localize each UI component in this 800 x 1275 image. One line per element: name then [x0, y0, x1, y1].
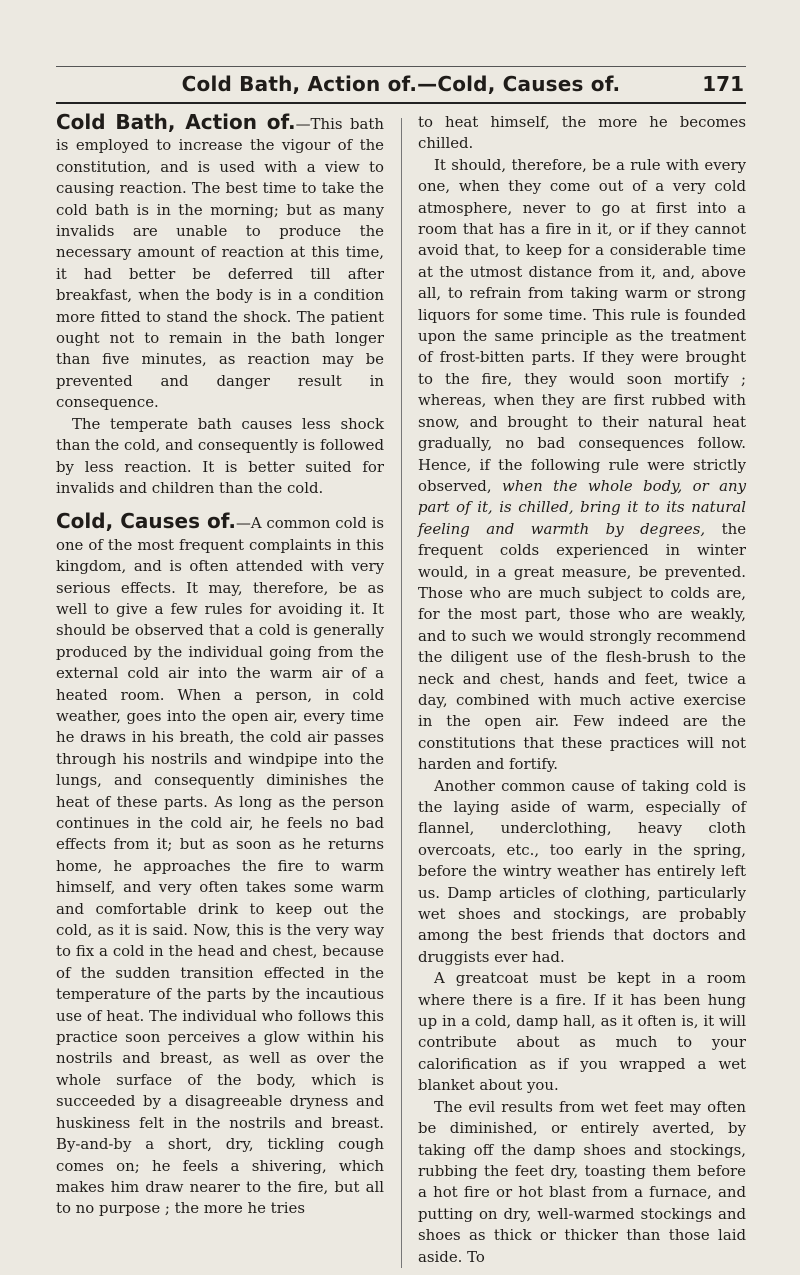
paragraph-wet-feet: The evil results from wet feet may often be diminished, or entirely averted, by taking off the damp shoes and stockings, rubbing the feet dry, toasting them before a hot fire or hot blast from a furnace, and putting on dry, well-warmed stockings and shoes as thick or thicker than those laid aside. To [418, 1097, 746, 1266]
paragraph-continued: to heat himself, the more he becomes chilled. [418, 113, 746, 153]
entry-heading-cold-bath: Cold Bath, Action of. [56, 110, 296, 134]
running-head [56, 72, 746, 98]
top-rule [56, 66, 746, 67]
rule-italic-text: when the whole body, or any part of it, is chilled, bring it to its natural feeling and warmth by degrees, [418, 476, 747, 538]
entry-text-cold-bath: —This bath is employed to increase the vigour of the constitution, and is used with a view to causing reaction. The best time to take the cold bath is in the morning; but as many invalids are unable to produce the necessary amount of reaction at this time, it had better be deferred till after breakfast, when the body is in a condition more fitted to stand the shock. The patient ought not to remain in the bath longer than five minutes, as reaction may be prevented and danger result in consequence. [56, 115, 384, 412]
entry-text-cold-causes: —A common cold is one of the most frequent complaints in this kingdom, and is often attended with very serious effects. It may, therefore, be as well to give a few rules for avoiding it. It should be observed that a cold is generally produced by the individual going from the external cold air into the warm air of a heated room. When a person, in cold weather, goes into the open air, every time he draws in his breath, the cold air passes through his nostrils and windpipe into the lungs, and consequently diminishes the heat of these parts. As long as the person continues in the cold air, he feels no bad effects from it; but as soon as he returns home, he approaches the fire to warm himself, and very often takes some warm and comfortable drink to keep out the cold, as it is said. Now, this is the very way to fix a cold in the head and chest, because of the sudden transition effected in the temperature of the parts by the incautious use of heat. The individual who follows this practice soon perceives a glow within his nostrils and breast, as well as over the whole surface of the body, which is succeeded by a disagreeable dryness and huskiness felt in the nostrils and breast. By-and-by a short, dry, tickling cough comes on; he feels a shivering, which makes him draw nearer to the fire, but all to no purpose ; the more he tries [56, 514, 385, 1218]
column-divider [401, 118, 402, 1268]
left-column [56, 112, 384, 1220]
entry-heading-cold-causes: Cold, Causes of. [56, 509, 236, 534]
right-column [418, 112, 746, 1268]
header-rule [56, 102, 746, 104]
paragraph-temperate-bath: The temperate bath causes less shock than the cold, and consequently is followed by less reaction. It is better suited for invalids and children than the cold. [56, 414, 384, 497]
page-number: 171 [702, 72, 744, 96]
paragraph-another-cause: Another common cause of taking cold is the laying aside of warm, especially of flannel, underclothing, heavy cloth overcoats, etc., too early in the spring, before the wintry weather has entirely left us. Damp articles of clothing, particularly wet shoes and stockings, are probably among the best friends that doctors and druggists ever had. [418, 776, 746, 966]
rule-text-end: the frequent colds experienced in winter would, in a great measure, be prevented. Those who are much subject to colds are, for the most part, those who are weakly, and to such we would strongly recommend the diligent use of the flesh-brush to the neck and chest, hands and feet, twice a day, combined with much active exercise in the open air. Few indeed are the constitutions that these practices will not harden and fortify. [418, 519, 747, 774]
paragraph-greatcoat: A greatcoat must be kept in a room where there is a fire. If it has been hung up in a cold, damp hall, as it often is, it will contribute about as much to your calorification as if you wrapped a wet blanket about you. [418, 969, 746, 1095]
rule-text-start: It should, therefore, be a rule with every one, when they come out of a very cold atmosphere, never to go at first into a room that has a fire in it, or if they cannot avoid that, to keep for a considerable time at the utmost distance from it, and, above all, to refrain from taking warm or strong liquors for some time. This rule is founded upon the same principle as the treatment of frost-bitten parts. If they were brought to the fire, they would soon mortify ; whereas, when they are first rubbed with snow, and brought to their natural heat gradually, no bad consequences follow. Hence, if the following rule were strictly observed, [418, 155, 746, 495]
entry-cold-bath [56, 112, 384, 414]
running-title: Cold Bath, Action of.—Cold, Causes of. [181, 72, 621, 96]
paragraph-rule [418, 155, 746, 776]
entry-cold-causes [56, 511, 384, 1219]
